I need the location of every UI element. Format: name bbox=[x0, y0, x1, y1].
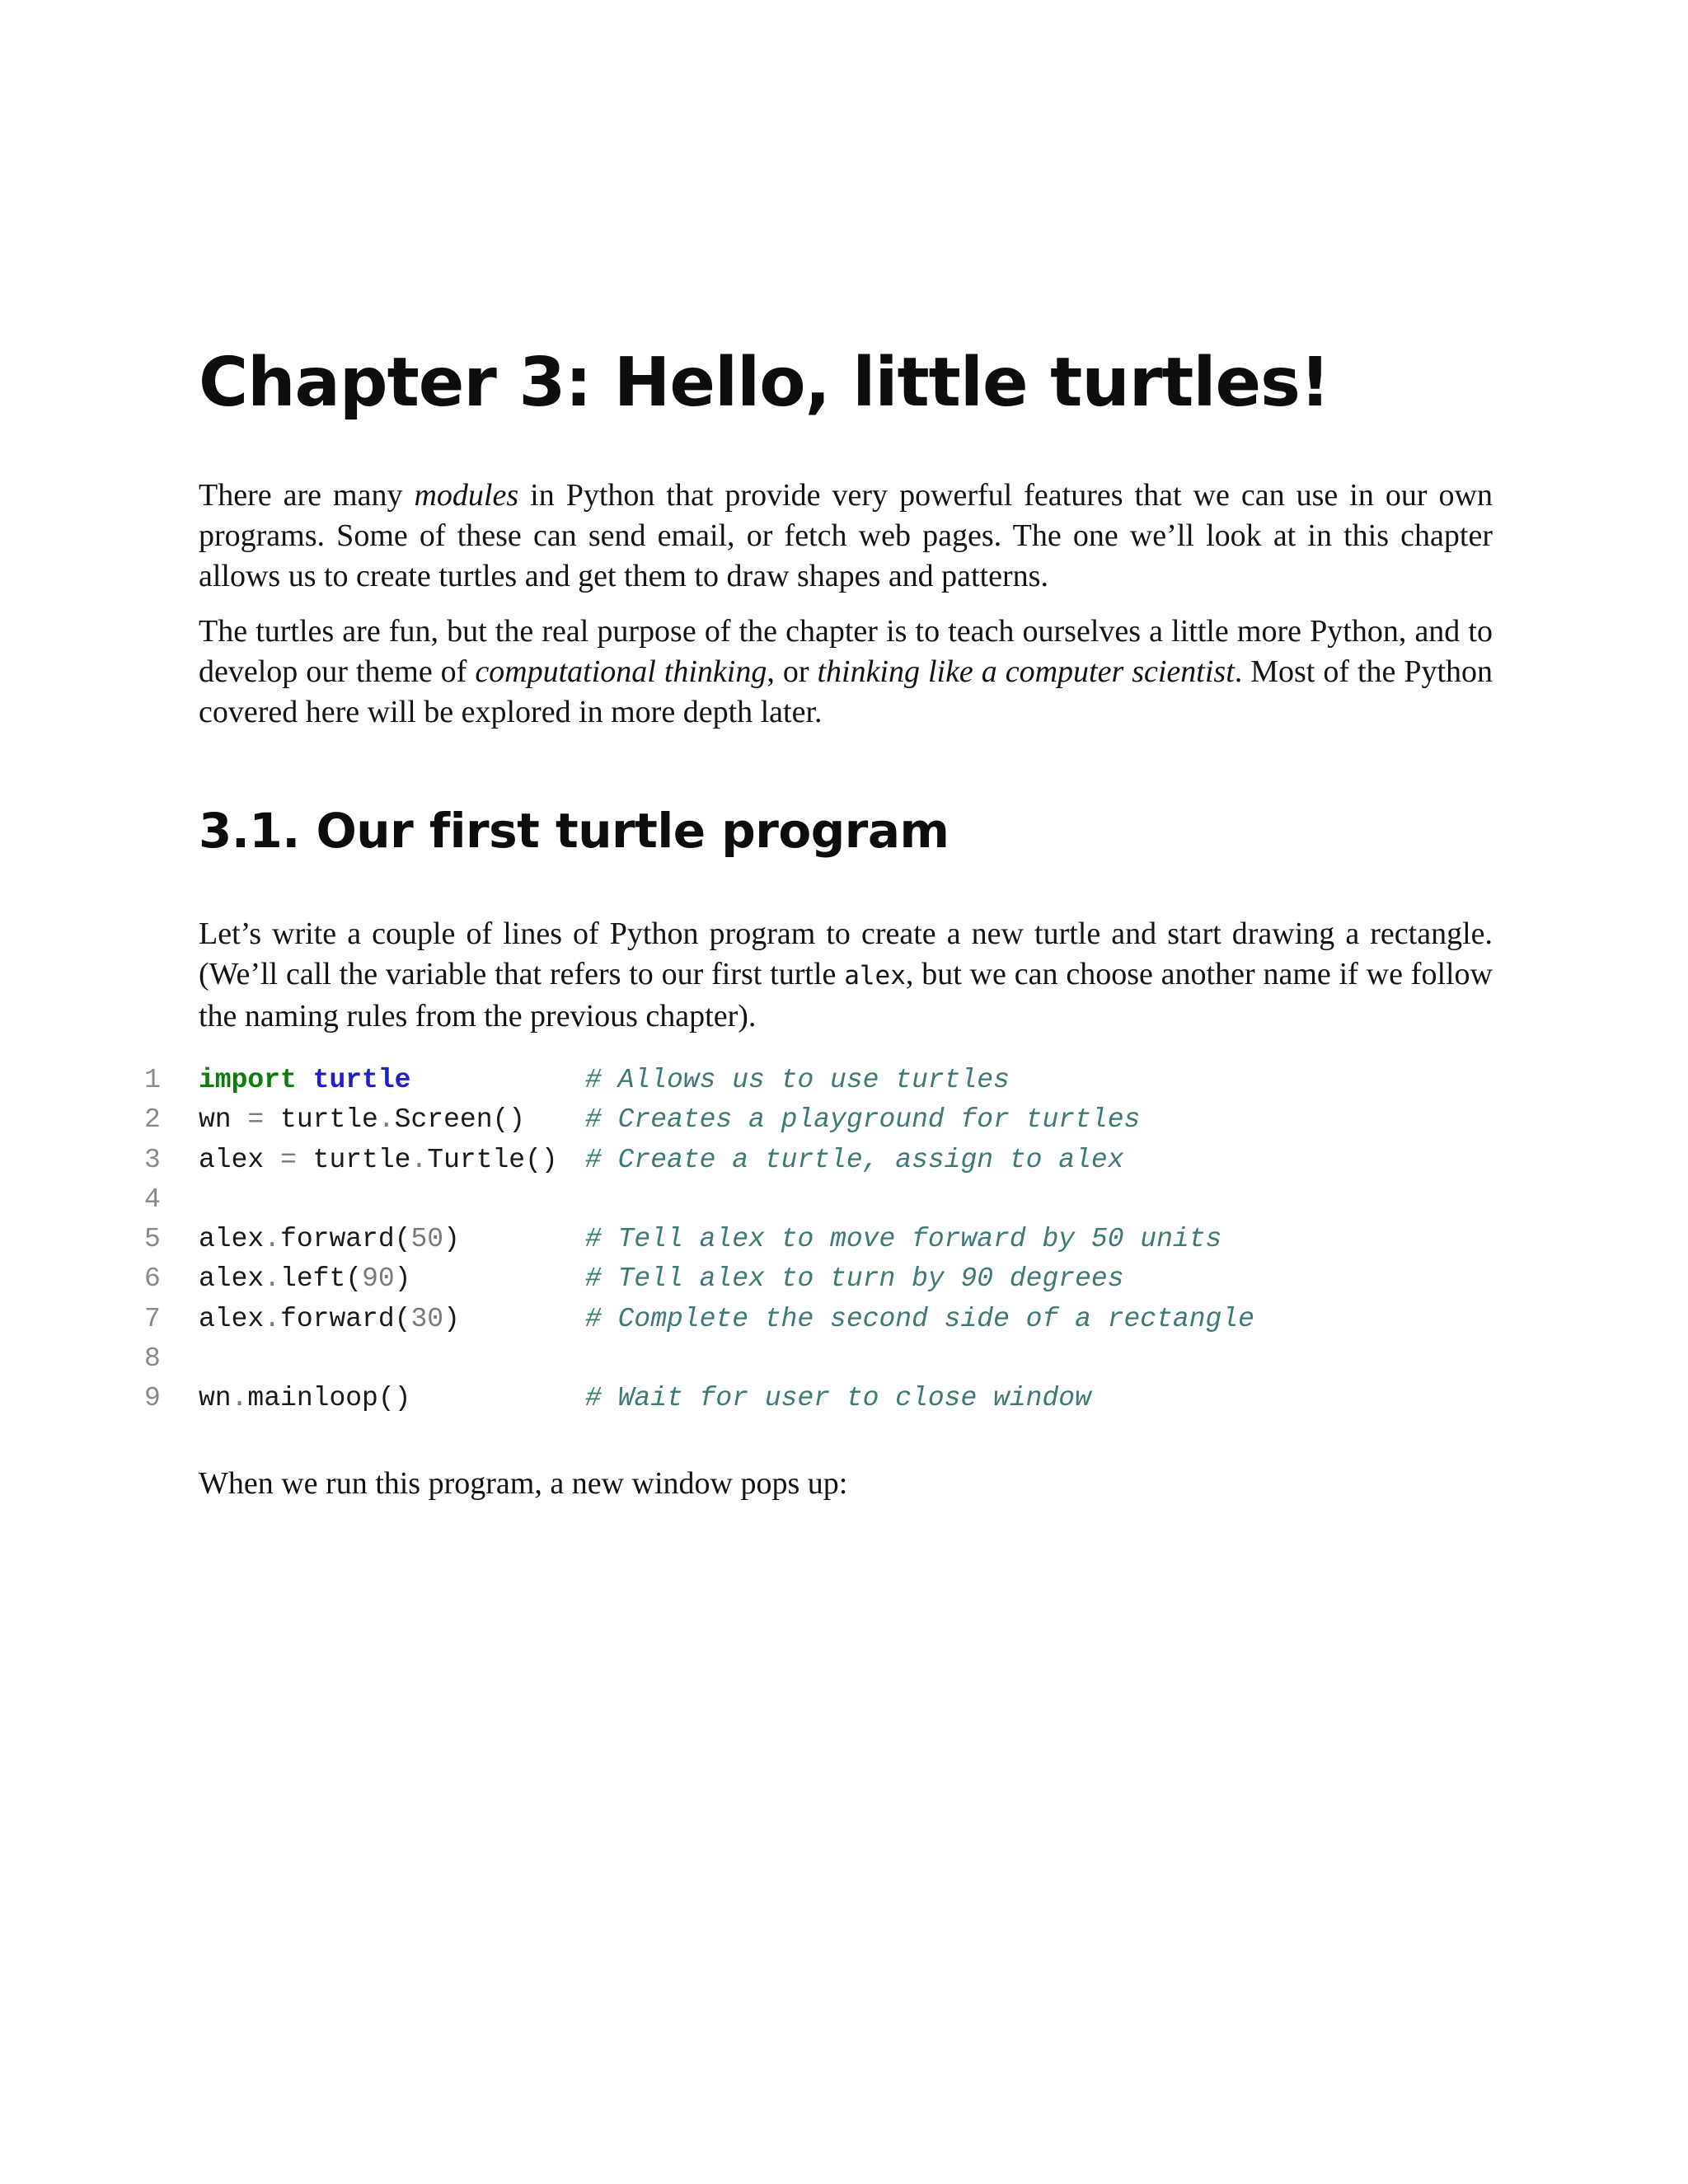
paragraph-text: , or bbox=[767, 654, 818, 689]
code-token: ) bbox=[443, 1303, 460, 1334]
after-code-paragraph: When we run this program, a new window pops up: bbox=[199, 1466, 848, 1501]
code-operator: . bbox=[264, 1263, 281, 1295]
intro-text-before: Let’s write a couple of lines of Python program to create a new turtle and start drawing a rectangle. (We’ll call the variable that refers to our first turtle bbox=[199, 916, 1493, 991]
code-token: wn bbox=[199, 1383, 232, 1413]
code-source bbox=[199, 1259, 410, 1299]
paragraph-text: The turtles are fun, but the real purpose of the chapter is to teach ourselves a little more Python, and to develop our theme of bbox=[199, 614, 1493, 689]
line-number: 9 bbox=[144, 1383, 161, 1413]
paragraph-text: in Python that provide very powerful features that we can use in our own programs. Some of these can send email, or fetch web pages. The one we’ll look at in this chapter allows us to create turtles and get them to draw shapes and patterns. bbox=[199, 478, 1493, 593]
section-intro-paragraph bbox=[199, 914, 1493, 1037]
code-token: ) bbox=[394, 1263, 411, 1295]
code-line bbox=[144, 1180, 1545, 1220]
intro-text-after: , but we can choose another name if we follow the naming rules from the previous chapter). bbox=[199, 957, 1493, 1033]
code-source bbox=[199, 1141, 558, 1180]
code-source bbox=[199, 1300, 460, 1339]
code-token: wn bbox=[199, 1104, 248, 1136]
code-token: turtle bbox=[296, 1144, 411, 1175]
code-comment: # Tell alex to turn by 90 degrees bbox=[585, 1263, 1124, 1295]
code-comment: # Tell alex to move forward by 50 units bbox=[585, 1224, 1222, 1254]
code-operator: . bbox=[377, 1104, 395, 1136]
line-number: 2 bbox=[144, 1104, 161, 1136]
code-source bbox=[199, 1220, 460, 1259]
code-line bbox=[144, 1379, 1545, 1418]
code-token: alex bbox=[199, 1224, 265, 1254]
emphasized-term: thinking like a computer scientist bbox=[817, 654, 1235, 689]
code-line bbox=[144, 1061, 1545, 1100]
code-line bbox=[144, 1300, 1545, 1339]
line-number: 5 bbox=[144, 1224, 161, 1254]
code-token: ) bbox=[443, 1224, 460, 1254]
code-number: 30 bbox=[410, 1303, 444, 1334]
code-number: 90 bbox=[362, 1263, 395, 1295]
code-token bbox=[297, 1065, 313, 1095]
code-operator: = bbox=[280, 1144, 297, 1175]
code-operator: . bbox=[264, 1303, 281, 1334]
code-token: alex bbox=[199, 1144, 281, 1175]
section-title: 3.1. Our first turtle program bbox=[199, 803, 950, 859]
code-line bbox=[144, 1100, 1545, 1140]
chapter-body bbox=[199, 338, 1493, 1037]
code-module-name: turtle bbox=[312, 1065, 411, 1095]
emphasized-term: modules bbox=[414, 478, 519, 513]
chapter-paragraph-1 bbox=[199, 476, 1493, 597]
code-source bbox=[199, 1061, 410, 1100]
code-line bbox=[144, 1220, 1545, 1259]
code-token: alex bbox=[199, 1263, 265, 1295]
code-comment: # Creates a playground for turtles bbox=[585, 1104, 1141, 1136]
code-line bbox=[144, 1259, 1545, 1299]
code-line bbox=[144, 1339, 1545, 1379]
code-number: 50 bbox=[410, 1224, 444, 1254]
inline-code-alex: alex bbox=[844, 961, 906, 991]
code-source bbox=[199, 1379, 410, 1418]
line-number: 3 bbox=[144, 1144, 161, 1175]
code-token: mainloop() bbox=[247, 1383, 411, 1413]
line-number: 6 bbox=[144, 1263, 161, 1295]
emphasized-term: computational thinking bbox=[475, 654, 767, 689]
code-comment: # Complete the second side of a rectangle bbox=[585, 1303, 1254, 1334]
code-token: forward( bbox=[280, 1224, 411, 1254]
paragraph-text: . Most of the Python covered here will be explored in more depth later. bbox=[199, 654, 1493, 729]
code-token: forward( bbox=[280, 1303, 411, 1334]
code-token: Screen() bbox=[394, 1104, 526, 1136]
code-operator: . bbox=[264, 1224, 281, 1254]
code-operator: . bbox=[231, 1383, 248, 1413]
code-token: Turtle() bbox=[427, 1144, 558, 1175]
code-token: turtle bbox=[264, 1104, 378, 1136]
code-operator: . bbox=[410, 1144, 428, 1175]
line-number: 8 bbox=[144, 1343, 161, 1374]
code-operator: = bbox=[247, 1104, 265, 1136]
chapter-title: Chapter 3: Hello, little turtles! bbox=[199, 344, 1330, 422]
code-keyword: import bbox=[199, 1065, 297, 1095]
line-number: 7 bbox=[144, 1303, 161, 1334]
line-number: 4 bbox=[144, 1183, 161, 1215]
paragraph-text: There are many bbox=[199, 478, 415, 513]
code-source bbox=[199, 1100, 525, 1140]
code-listing bbox=[144, 1061, 1545, 1418]
line-number: 1 bbox=[144, 1065, 161, 1095]
code-comment: # Allows us to use turtles bbox=[585, 1065, 1010, 1095]
code-comment: # Create a turtle, assign to alex bbox=[585, 1144, 1124, 1175]
section-header bbox=[199, 798, 1493, 864]
code-comment: # Wait for user to close window bbox=[585, 1383, 1091, 1413]
chapter-paragraph-2 bbox=[199, 612, 1493, 733]
code-token: alex bbox=[199, 1303, 265, 1334]
code-line bbox=[144, 1141, 1545, 1180]
after-code-section bbox=[199, 1464, 1493, 1504]
code-token: left( bbox=[280, 1263, 363, 1295]
